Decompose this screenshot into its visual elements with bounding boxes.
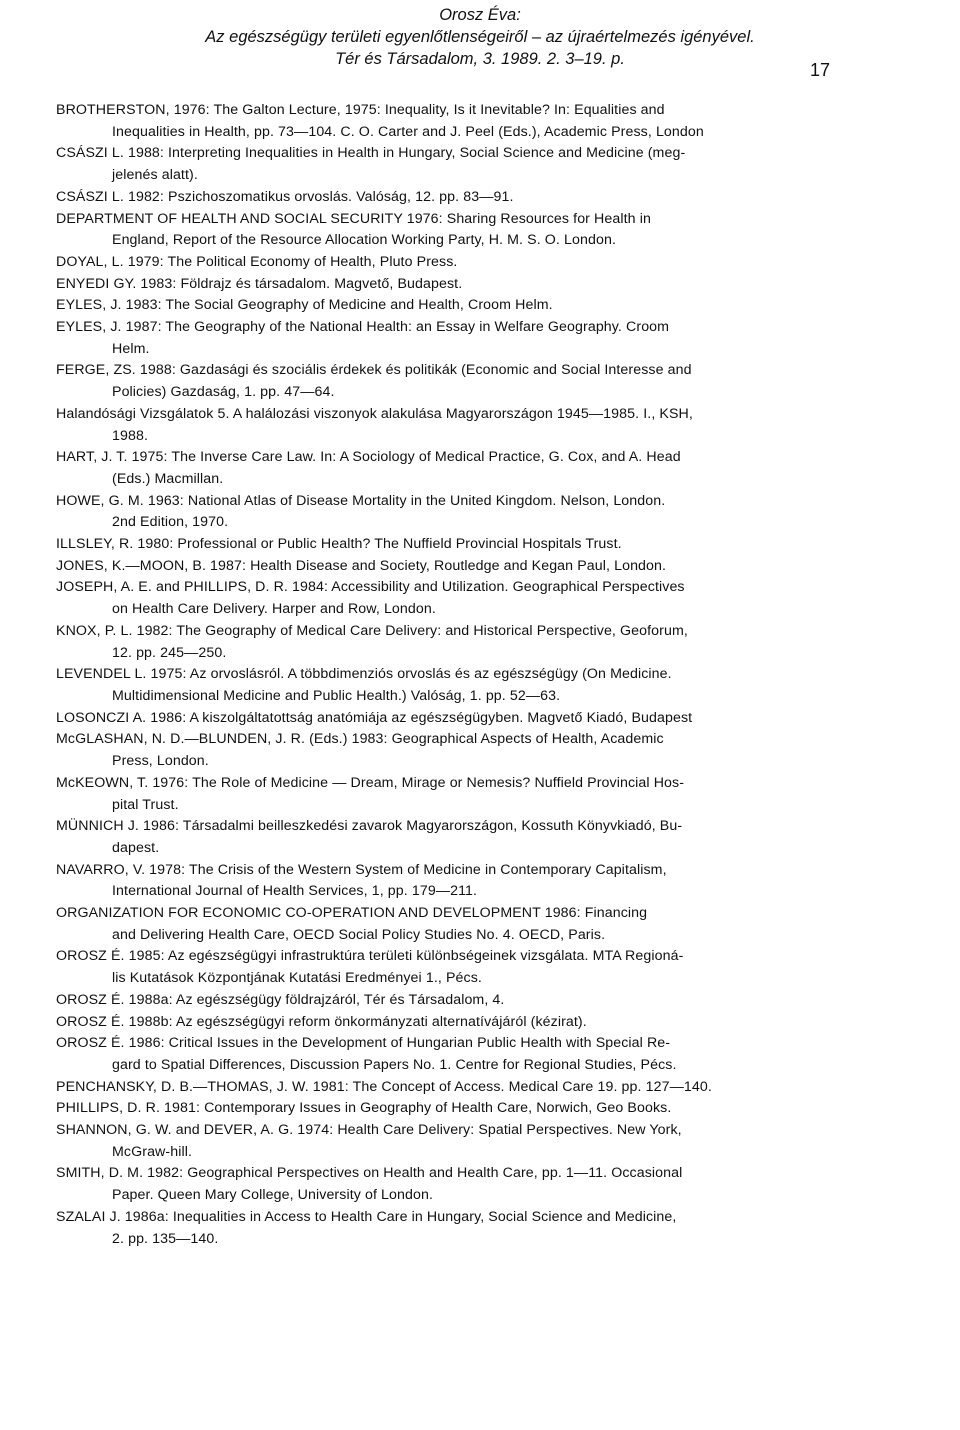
reference-item: OROSZ É. 1985: Az egészségügyi infrastruktúra területi különbségeinek vizsgálata. MTA Regioná- lis Kutatások Központjának Kutatási Eredményei 1., Pécs. — [56, 948, 684, 987]
page-number: 17 — [810, 60, 831, 80]
reference-item: ORGANIZATION FOR ECONOMIC CO-OPERATION AND DEVELOPMENT 1986: Financing and Delivering Health Care, OECD Social Policy Studies No. 4. OECD, Paris. — [56, 905, 648, 943]
header-author: Orosz Éva: — [439, 6, 521, 24]
reference-item: DOYAL, L. 1979: The Political Economy of Health, Pluto Press. — [56, 253, 458, 270]
reference-item: EYLES, J. 1987: The Geography of the National Health: an Essay in Welfare Geography. Croom Helm. — [56, 319, 670, 357]
reference-item: JONES, K.—MOON, B. 1987: Health Disease and Society, Routledge and Kegan Paul, London. — [56, 557, 667, 574]
reference-item: SZALAI J. 1986a: Inequalities in Access to Health Care in Hungary, Social Science and Medicine, 2. pp. 135—140. — [56, 1208, 677, 1247]
reference-item: HOWE, G. M. 1963: National Atlas of Disease Mortality in the United Kingdom. Nelson, London. 2nd Edition, 1970. — [56, 492, 666, 531]
reference-item: BROTHERSTON, 1976: The Galton Lecture, 1975: Inequality, Is it Inevitable? In: Equalities and Inequalities in Health, pp. 73—104. C. O. Carter and J. Peel (Eds.), Academic Press, London — [56, 102, 704, 140]
reference-item: DEPARTMENT OF HEALTH AND SOCIAL SECURITY 1976: Sharing Resources for Health in England, Report of the Resource Allocation Working Party, H. M. S. O. London. — [56, 210, 651, 249]
reference-item: KNOX, P. L. 1982: The Geography of Medical Care Delivery: and Historical Perspective, Geoforum, 12. pp. 245—250. — [56, 622, 688, 661]
reference-item: FERGE, ZS. 1988: Gazdasági és szociális érdekek és politikák (Economic and Social Interesse and Policies) Gazdaság, 1. pp. 47—64. — [56, 362, 692, 401]
reference-item: EYLES, J. 1983: The Social Geography of Medicine and Health, Croom Helm. — [56, 297, 553, 314]
reference-item: MÜNNICH J. 1986: Társadalmi beilleszkedési zavarok Magyarországon, Kossuth Könyvkiadó, Bu- dapest. — [56, 818, 683, 856]
reference-item: NAVARRO, V. 1978: The Crisis of the Western System of Medicine in Contemporary Capitalism, International Journal of Health Services, 1, pp. 179—211. — [56, 861, 667, 900]
reference-item: CSÁSZI L. 1988: Interpreting Inequalities in Health in Hungary, Social Science and Medicine (meg- jelenés alatt). — [56, 145, 686, 184]
reference-item: PHILLIPS, D. R. 1981: Contemporary Issues in Geography of Health Care, Norwich, Geo Books. — [56, 1100, 672, 1117]
reference-item: OROSZ É. 1986: Critical Issues in the Development of Hungarian Public Health with Special Re- gard to Spatial Differences, Discussion Papers No. 1. Centre for Regional Studies, Pécs. — [56, 1035, 677, 1073]
reference-item: PENCHANSKY, D. B.—THOMAS, J. W. 1981: The Concept of Access. Medical Care 19. pp. 127—140. — [56, 1078, 712, 1095]
reference-item: CSÁSZI L. 1982: Pszichoszomatikus orvoslás. Valóság, 12. pp. 83—91. — [56, 188, 514, 205]
reference-item: McKEOWN, T. 1976: The Role of Medicine — Dream, Mirage or Nemesis? Nuffield Provincial Hos- pital Trust. — [56, 774, 685, 813]
reference-list — [56, 100, 832, 1250]
reference-item: ENYEDI GY. 1983: Földrajz és társadalom. Magvető, Budapest. — [56, 275, 463, 292]
reference-item: SHANNON, G. W. and DEVER, A. G. 1974: Health Care Delivery: Spatial Perspectives. New York, McGraw-hill. — [56, 1122, 682, 1160]
header-citation: Tér és Társadalom, 3. 1989. 2. 3–19. p. — [335, 50, 625, 68]
reference-item: Halandósági Vizsgálatok 5. A halálozási viszonyok alakulása Magyarországon 1945—1985. I., KSH, 1988. — [56, 405, 693, 444]
reference-item: JOSEPH, A. E. and PHILLIPS, D. R. 1984: Accessibility and Utilization. Geographical Perspectives on Health Care Delivery. Harper and Row, London. — [56, 579, 685, 618]
reference-item: OROSZ É. 1988b: Az egészségügyi reform önkormányzati alternatívájáról (kézirat). — [56, 1013, 587, 1030]
reference-item: LOSONCZI A. 1986: A kiszolgáltatottság anatómiája az egészségügyben. Magvető Kiadó, Budapest — [56, 709, 693, 726]
reference-item: OROSZ É. 1988a: Az egészségügy földrajzáról, Tér és Társadalom, 4. — [56, 991, 505, 1008]
reference-item: ILLSLEY, R. 1980: Professional or Public Health? The Nuffield Provincial Hospitals Trust. — [56, 536, 622, 553]
reference-item: SMITH, D. M. 1982: Geographical Perspectives on Health and Health Care, pp. 1—11. Occasional Paper. Queen Mary College, University of London. — [56, 1165, 683, 1204]
header-title: Az egészségügy területi egyenlőtlenségeiről – az újraértelmezés igényével. — [205, 28, 755, 46]
reference-item: LEVENDEL L. 1975: Az orvoslásról. A többdimenziós orvoslás és az egészségügy (On Medicine. Multidimensional Medicine and Public Health.) Valóság, 1. pp. 52—63. — [56, 666, 672, 704]
reference-item: HART, J. T. 1975: The Inverse Care Law. In: A Sociology of Medical Practice, G. Cox, and A. Head (Eds.) Macmillan. — [56, 449, 681, 487]
reference-item: McGLASHAN, N. D.—BLUNDEN, J. R. (Eds.) 1983: Geographical Aspects of Health, Academic Press, London. — [56, 731, 664, 770]
